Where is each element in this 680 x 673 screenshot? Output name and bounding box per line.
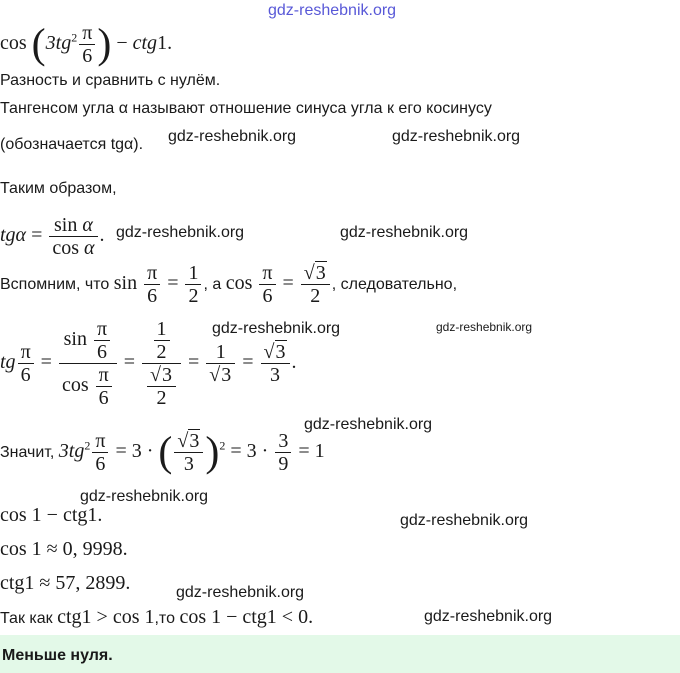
- watermark: gdz-reshebnik.org: [212, 320, 341, 337]
- text-line: Тангенсом угла α называют отношение синуса угла к его косинусу: [0, 100, 492, 117]
- watermark: gdz-reshebnik.org: [80, 488, 209, 505]
- watermark: gdz-reshebnik.org: [392, 128, 521, 145]
- conclusion-line: Так как ctg1 > cos 1,то cos 1 − ctg1 < 0.: [0, 606, 314, 628]
- text-line: Таким образом,: [0, 180, 117, 197]
- text-line: Разность и сравнить с нулём.: [0, 72, 221, 89]
- watermark: gdz-reshebnik.org: [168, 128, 297, 145]
- watermark: gdz-reshebnik.org: [116, 224, 245, 241]
- watermark: gdz-reshebnik.org: [424, 608, 553, 625]
- math-line: ctg1 ≈ 57, 2899.: [0, 572, 131, 594]
- math-line: cos 1 ≈ 0, 9998.: [0, 538, 128, 560]
- watermark-top: gdz-reshebnik.org: [268, 2, 397, 19]
- watermark: gdz-reshebnik.org: [400, 512, 529, 529]
- tangent-calculation: tg $\frac{\pi}{6}$ = sin $\frac{\pi}{6}$ cos $\frac{\pi}{6}$ = $\frac{\frac{1}{2}}{\frac{√3}{2}}$ = $\frac{1}{√3}$ = $\frac{√3}{3}$ .: [0, 318, 297, 409]
- therefore-line: Значит, $3tg^2$ $\frac{\pi}{6}$ = 3 · ( $\frac{√3}{3}$ )$^2$ = 3 · $\frac{3}{9}$ = 1: [0, 429, 325, 476]
- text-line: (обозначается tgα).: [0, 136, 144, 153]
- answer-box: Меньше нуля.: [0, 635, 680, 673]
- recall-line: Вспомним, что sin $\frac{\pi}{6}$ = $\frac{1}{2}$ , а cos $\frac{\pi}{6}$ = $\frac{√3}{2}$ , следовательно,: [0, 262, 458, 307]
- watermark: gdz-reshebnik.org: [340, 224, 469, 241]
- watermark: gdz-reshebnik.org: [436, 320, 533, 334]
- math-line: cos 1 − ctg1.: [0, 504, 103, 526]
- watermark: gdz-reshebnik.org: [176, 584, 305, 601]
- tangent-definition: tgα = $\frac{\text{sin α}}{\text{cos α}}$ .: [0, 214, 105, 259]
- task-expression: $\cos (3tg^2$ $\frac{\pi}{6}$ ) − ctg1.: [0, 21, 173, 68]
- watermark: gdz-reshebnik.org: [304, 416, 433, 433]
